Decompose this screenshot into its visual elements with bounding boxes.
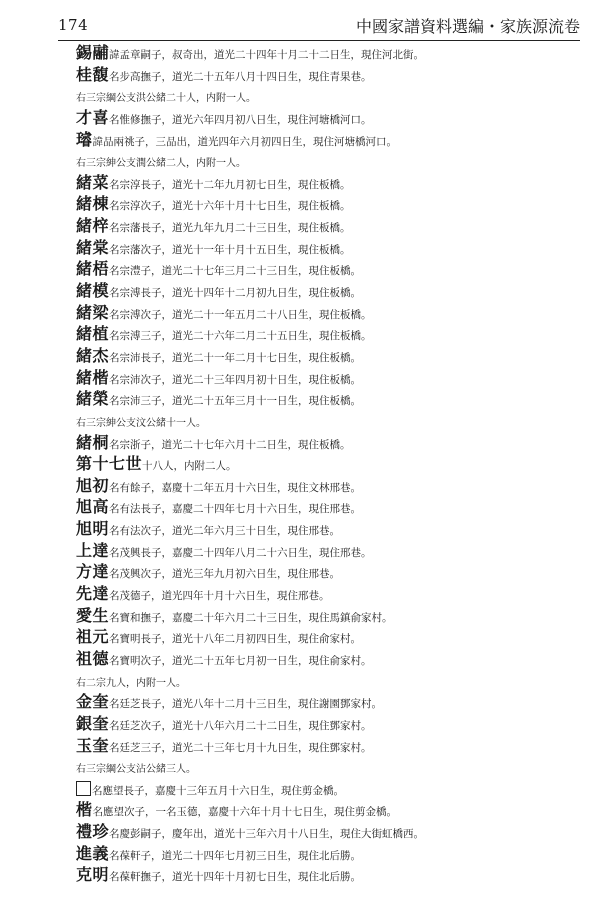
entry-detail: 名宗淳次子，道光十六年十月十七日生，現住板橋。 <box>109 200 351 213</box>
entry-detail: 名宗澧子，道光二十七年三月二十三日生，現住板橋。 <box>109 265 362 278</box>
entry-detail: 名茂興次子，道光三年九月初六日生，現住邢巷。 <box>109 568 341 581</box>
genealogy-entry <box>76 821 580 843</box>
entry-detail: 名廷芝長子，道光八年十二月十三日生，現住謝園鄧家村。 <box>109 698 383 711</box>
genealogy-entry <box>76 864 580 886</box>
entry-detail: 名宗沛次子，道光二十三年四月初十日生，現住板橋。 <box>109 373 362 386</box>
person-name: 祖德 <box>76 648 110 668</box>
person-name: 愛生 <box>76 605 110 625</box>
entry-detail: 諱孟章嗣子，叔奇出，道光二十四年十月二十二日生，現住河北街。 <box>109 49 425 61</box>
genealogy-entry <box>76 280 580 302</box>
summary-note <box>76 756 580 778</box>
genealogy-entry <box>76 302 580 324</box>
genealogy-entry <box>76 496 580 518</box>
entry-detail: 名葆軒撫子，道光十四年十月初七日生，現住北后勝。 <box>109 871 362 884</box>
genealogy-entry <box>76 583 580 605</box>
genealogy-entry <box>76 648 580 670</box>
genealogy-entry <box>76 258 580 280</box>
entry-detail: 名茂興長子，嘉慶二十四年八月二十六日生，現住邢巷。 <box>109 546 372 559</box>
person-name: 才喜 <box>76 107 110 127</box>
person-name: 緒棟 <box>76 194 110 214</box>
person-name: 緒模 <box>76 281 110 301</box>
entry-detail: 名寶明長子，道光十八年二月初四日生，現住俞家村。 <box>109 633 362 646</box>
genealogy-entries <box>76 42 580 886</box>
entry-detail: 名有法次子，道光二年六月三十日生，現住邢巷。 <box>109 525 341 538</box>
person-name: 緒榮 <box>76 389 110 409</box>
running-title: 中國家譜資料選編・家族源流卷 <box>355 17 580 36</box>
genealogy-entry <box>76 367 580 389</box>
genealogy-entry <box>76 605 580 627</box>
person-name: 緒楷 <box>76 367 110 387</box>
genealogy-entry <box>76 735 580 757</box>
person-name: 緒梓 <box>76 216 110 236</box>
genealogy-entry <box>76 172 580 194</box>
person-name: 先達 <box>76 584 110 604</box>
genealogy-entry <box>76 691 580 713</box>
person-name: 錫鬴 <box>76 43 110 62</box>
genealogy-entry <box>76 215 580 237</box>
person-name: 緒棠 <box>76 237 110 257</box>
entry-detail: 名步高撫子，道光二十五年八月十四日生，現住青果巷。 <box>109 70 372 83</box>
person-name: 金奎 <box>76 692 110 712</box>
person-name: 緒桐 <box>76 432 110 452</box>
genealogy-entry <box>76 626 580 648</box>
person-name: 桂馥 <box>76 64 110 84</box>
person-name: 方達 <box>76 562 110 582</box>
header-rule <box>58 40 580 41</box>
entry-detail: 名宗溥三子，道光二十六年二月二十五日生，現住板橋。 <box>109 330 372 343</box>
entry-detail: 名寶明次子，道光二十五年七月初一日生，現住俞家村。 <box>109 654 372 667</box>
genealogy-entry <box>76 778 580 800</box>
person-name: 旭高 <box>76 497 110 517</box>
person-name: 進義 <box>76 843 110 863</box>
person-name <box>76 779 92 798</box>
page-header <box>58 14 580 40</box>
summary-note <box>76 670 580 692</box>
entry-detail: 名宗藩長子，道光九年九月二十三日生，現住板橋。 <box>109 222 351 235</box>
note-text: 右二宗九人，内附一人。 <box>76 677 186 689</box>
genealogy-entry <box>76 345 580 367</box>
person-name: 祖元 <box>76 627 110 647</box>
entry-detail: 名應望次子，一名玉德，嘉慶十六年十月十七日生，現住剪金橋。 <box>92 806 398 819</box>
genealogy-entry <box>76 453 580 475</box>
entry-detail: 名茂德子，道光四年十月十六日生，現住邢巷。 <box>109 590 330 603</box>
page-number: 174 <box>58 16 89 34</box>
entry-detail: 名有餘子，嘉慶十二年五月十六日生，現住文林邢巷。 <box>109 481 362 494</box>
entry-detail: 名廷芝次子，道光十八年六月二十二日生，現住鄧家村。 <box>109 719 372 732</box>
person-name: 緒梧 <box>76 259 110 279</box>
person-name: 禮珍 <box>76 822 110 842</box>
genealogy-entry <box>76 42 580 64</box>
person-name: 緒杰 <box>76 345 110 365</box>
entry-detail: 名寶和撫子，嘉慶二十年六月二十三日生，現住馬鎮俞家村。 <box>109 611 393 624</box>
person-name: 緒菜 <box>76 172 110 192</box>
person-name: 第十七世 <box>76 454 143 474</box>
entry-detail: 名宗藩次子，道光十一年十月十五日生，現住板橋。 <box>109 243 351 256</box>
genealogy-entry <box>76 561 580 583</box>
entry-detail: 名有法長子，嘉慶二十四年七月十六日生，現住邢巷。 <box>109 503 362 516</box>
genealogy-entry <box>76 107 580 129</box>
entry-detail: 名宗沛長子，道光二十一年二月十七日生，現住板橋。 <box>109 351 362 364</box>
genealogy-entry <box>76 713 580 735</box>
person-name: 緒梁 <box>76 302 110 322</box>
person-name: 旭初 <box>76 475 110 495</box>
person-name: 克明 <box>76 865 110 885</box>
genealogy-entry <box>76 323 580 345</box>
summary-note <box>76 150 580 172</box>
genealogy-entry <box>76 843 580 865</box>
genealogy-entry <box>76 799 580 821</box>
entry-detail: 名慶彭嗣子，慶年出，道光十三年六月十八日生，現住大街虹橋西。 <box>109 828 425 841</box>
entry-detail: 名葆軒子，道光二十四年七月初三日生，現住北后勝。 <box>109 849 362 862</box>
entry-detail: 名宗溥長子，道光十四年十二月初九日生，現住板橋。 <box>109 287 362 300</box>
entry-detail: 名應望長子，嘉慶十三年五月十六日生，現住剪金橋。 <box>92 784 344 797</box>
person-name: 璿 <box>76 129 93 149</box>
person-name: 玉奎 <box>76 735 110 755</box>
entry-detail: 名宗沛三子，道光二十五年三月十一日生，現住板橋。 <box>109 395 362 408</box>
summary-note <box>76 85 580 107</box>
genealogy-entry <box>76 237 580 259</box>
note-text: 右三宗綱公支洪公緒二十人，内附一人。 <box>76 93 256 105</box>
entry-detail: 名廷芝三子，道光二十三年七月十九日生，現住鄧家村。 <box>109 741 372 754</box>
genealogy-entry <box>76 129 580 151</box>
person-name: 上達 <box>76 540 110 560</box>
note-text: 右三宗紳公支潤公緒二人，内附一人。 <box>76 158 246 170</box>
genealogy-entry <box>76 193 580 215</box>
person-name: 緒植 <box>76 324 110 344</box>
entry-detail: 名宗淳長子，道光十二年九月初七日生，現住板橋。 <box>109 178 351 191</box>
person-name: 銀奎 <box>76 713 110 733</box>
entry-detail: 名宗浙子，道光二十七年六月十二日生，現住板橋。 <box>109 438 351 451</box>
genealogy-entry <box>76 518 580 540</box>
person-name: 旭明 <box>76 519 110 539</box>
entry-detail: 名惟修撫子，道光六年四月初八日生，現住河塘橋河口。 <box>109 113 372 126</box>
entry-detail: 名宗溥次子，道光二十一年五月二十八日生，現住板橋。 <box>109 308 372 321</box>
genealogy-entry <box>76 432 580 454</box>
person-name: 楷 <box>76 800 93 820</box>
genealogy-entry <box>76 540 580 562</box>
summary-note <box>76 410 580 432</box>
entry-detail: 十八人，内附二人。 <box>142 460 237 473</box>
note-text: 右三宗紳公支汶公緒十一人。 <box>76 417 206 429</box>
entry-detail: 諱品兩祧子，三品出，道光四年六月初四日生，現住河塘橋河口。 <box>92 135 398 148</box>
genealogy-entry <box>76 64 580 86</box>
genealogy-entry <box>76 388 580 410</box>
genealogy-entry <box>76 475 580 497</box>
note-text: 右三宗綱公支沾公緒三人。 <box>76 764 196 776</box>
missing-character-box <box>76 781 91 796</box>
